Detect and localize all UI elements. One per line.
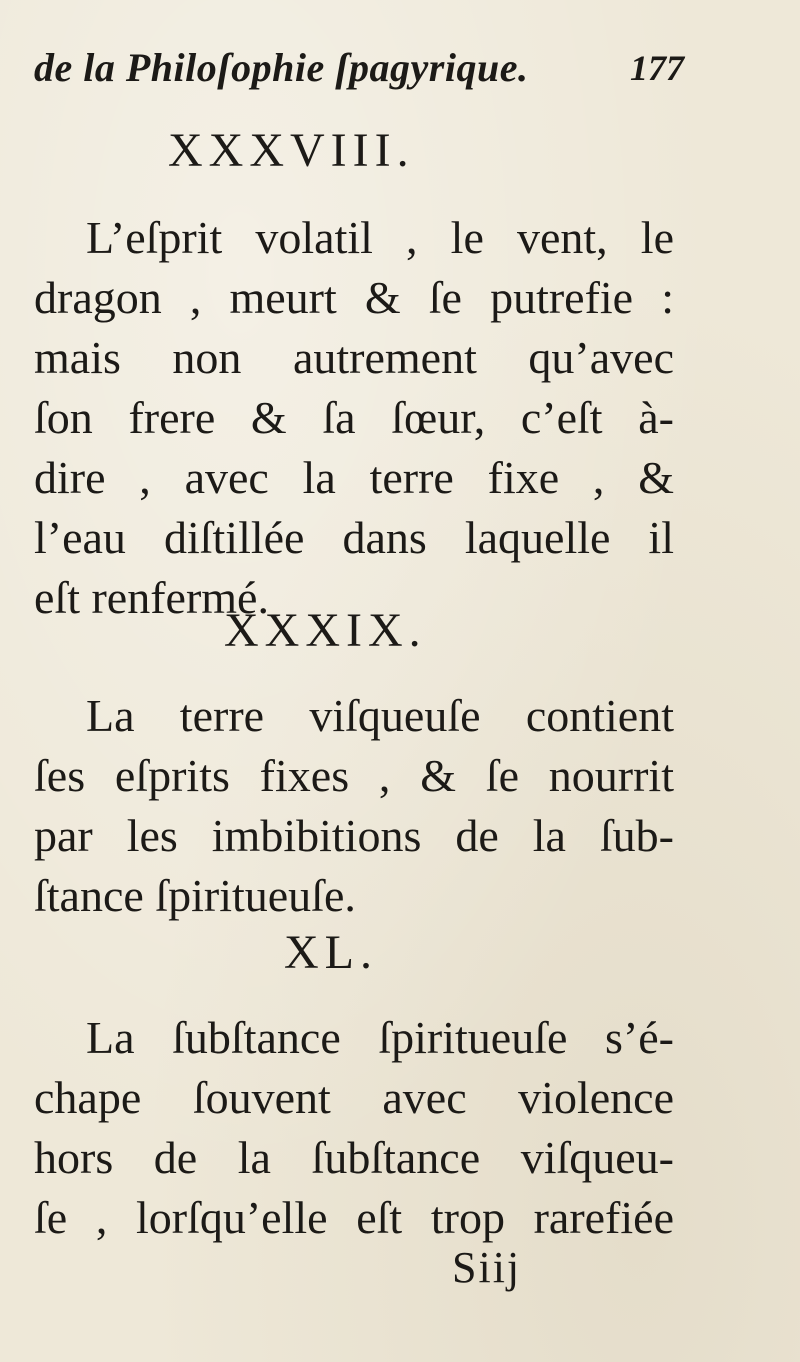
page-number: 177 bbox=[630, 48, 684, 88]
paragraph-line: L’eſprit volatil , le vent, le bbox=[86, 212, 674, 263]
running-head-title: de la Philoſophie ſpagyrique. bbox=[34, 45, 529, 90]
paragraph-line: hors de la ſubſtance viſqueu- bbox=[34, 1132, 674, 1183]
paragraph-line: dire , avec la terre fixe , & bbox=[34, 452, 674, 503]
paragraph-line: La ſubſtance ſpiritueuſe s’é- bbox=[86, 1012, 674, 1063]
paragraph-line: ſes eſprits fixes , & ſe nourrit bbox=[34, 750, 674, 801]
paragraph-39 bbox=[34, 686, 674, 926]
paragraph-line: ſon frere & ſa ſœur, c’eſt à- bbox=[34, 392, 674, 443]
paragraph-line: La terre viſqueuſe contient bbox=[86, 690, 674, 741]
running-head bbox=[34, 42, 684, 94]
paragraph-line: mais non autrement qu’avec bbox=[34, 332, 674, 383]
paragraph-line: ſtance ſpiritueuſe. bbox=[34, 870, 356, 921]
paragraph-38 bbox=[34, 208, 674, 628]
section-heading-39: XXXIX. bbox=[224, 604, 427, 657]
paragraph-line: chape ſouvent avec violence bbox=[34, 1072, 674, 1123]
paragraph-line: eſt renfermé. bbox=[34, 572, 269, 623]
paragraph-line: dragon , meurt & ſe putrefie : bbox=[34, 272, 674, 323]
signature-mark: Siij bbox=[452, 1243, 522, 1292]
paragraph-line: par les imbibitions de la ſub- bbox=[34, 810, 674, 861]
section-heading-40: XL. bbox=[284, 926, 378, 979]
paragraph-line: ſe , lorſqu’elle eſt trop rarefiée bbox=[34, 1192, 674, 1243]
paragraph-line: l’eau diſtillée dans laquelle il bbox=[34, 512, 674, 563]
section-heading-38: XXXVIII. bbox=[168, 124, 415, 177]
paragraph-40 bbox=[34, 1008, 674, 1248]
